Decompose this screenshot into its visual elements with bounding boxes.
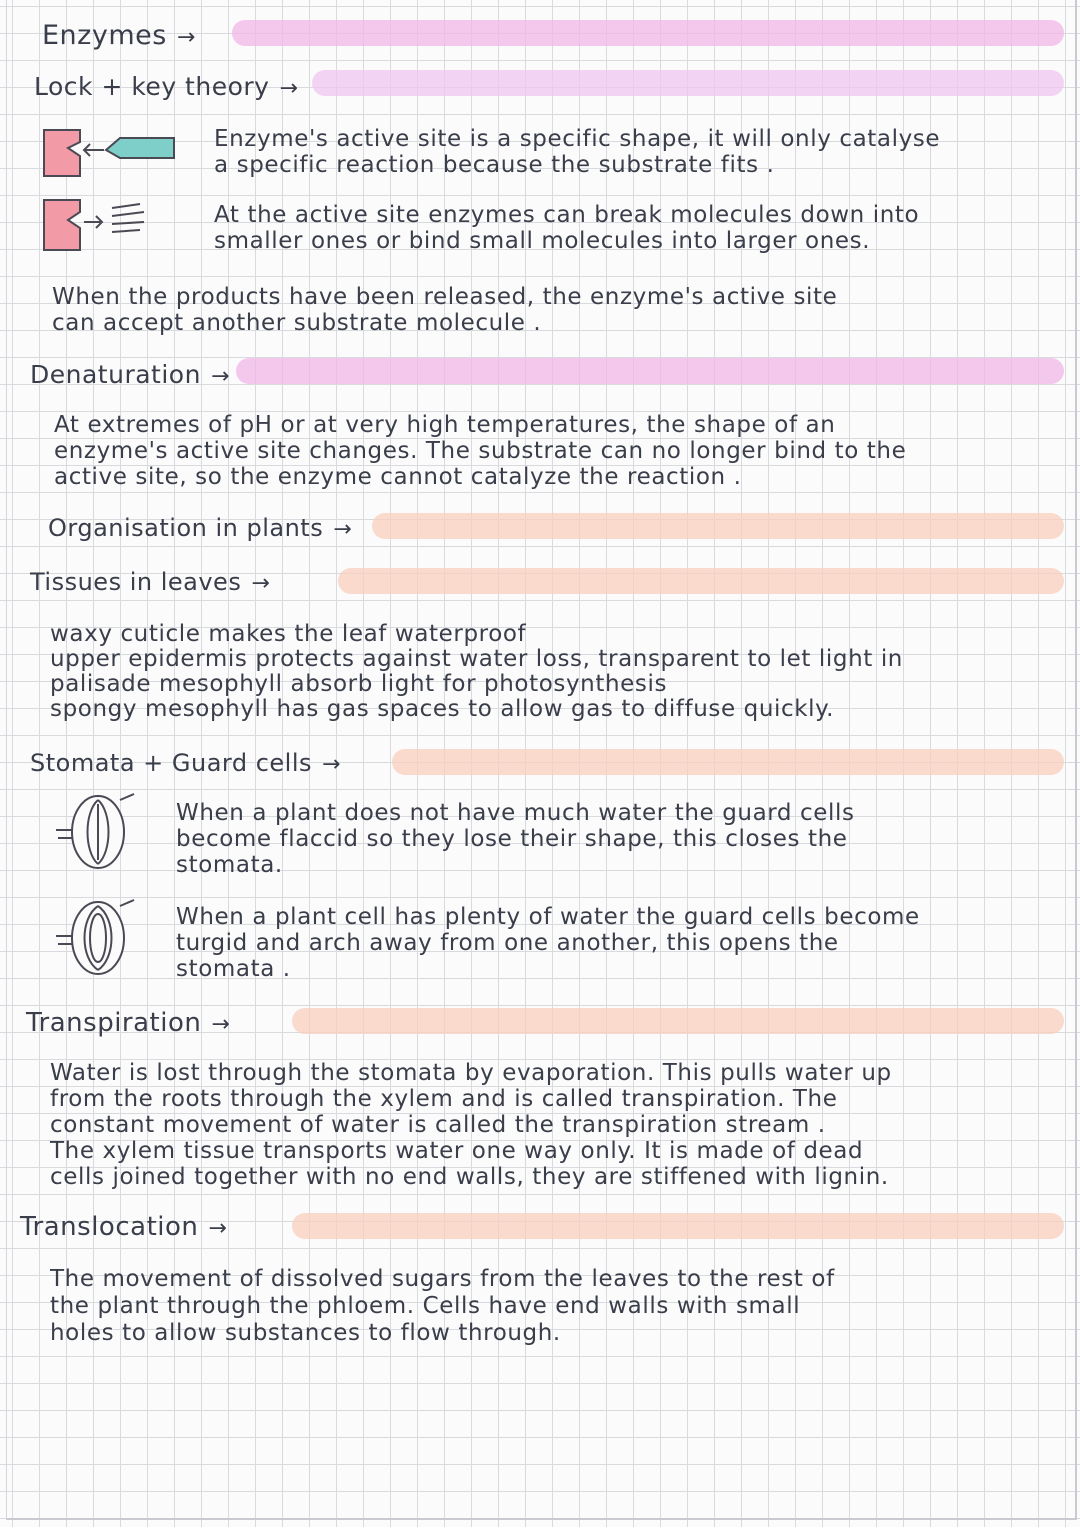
highlight-organisation bbox=[372, 513, 1064, 539]
highlight-enzymes bbox=[232, 20, 1064, 46]
highlight-lock-key bbox=[312, 70, 1064, 96]
stomata-paragraph-1 bbox=[176, 800, 855, 878]
highlight-stomata bbox=[392, 749, 1064, 775]
text-line: When a plant does not have much water the guard cells bbox=[176, 800, 855, 826]
text-line: become flaccid so they lose their shape, this closes the bbox=[176, 826, 848, 852]
heading-tissues: Tissues in leaves → bbox=[30, 568, 271, 596]
text-line: The xylem tissue transports water one way only. It is made of dead bbox=[50, 1138, 864, 1164]
text-line: When a plant cell has plenty of water the guard cells become bbox=[176, 904, 920, 930]
text-line: constant movement of water is called the transpiration stream . bbox=[50, 1112, 826, 1138]
heading-denaturation: Denaturation → bbox=[30, 360, 230, 389]
text-line: active site, so the enzyme cannot catalyze the reaction . bbox=[54, 464, 742, 490]
heading-stomata: Stomata + Guard cells → bbox=[30, 749, 341, 777]
text-line: smaller ones or bind small molecules into larger ones. bbox=[214, 228, 871, 254]
stomata-paragraph-2 bbox=[176, 904, 920, 982]
text-line: At the active site enzymes can break molecules down into bbox=[214, 202, 920, 228]
text-line: palisade mesophyll absorb light for photosynthesis bbox=[50, 671, 668, 697]
translocation-paragraph bbox=[50, 1266, 835, 1347]
text-line: from the roots through the xylem and is called transpiration. The bbox=[50, 1086, 838, 1112]
text-line: the plant through the phloem. Cells have end walls with small bbox=[50, 1293, 801, 1319]
text-line: waxy cuticle makes the leaf waterproof bbox=[50, 621, 527, 647]
highlight-denaturation bbox=[236, 358, 1064, 384]
enzyme-substrate-icon bbox=[40, 124, 180, 182]
text-line: upper epidermis protects against water loss, transparent to let light in bbox=[50, 646, 903, 672]
text-line: stomata . bbox=[176, 956, 291, 982]
text-line: can accept another substrate molecule . bbox=[52, 310, 542, 336]
text-line: turgid and arch away from one another, this opens the bbox=[176, 930, 839, 956]
denaturation-paragraph bbox=[54, 412, 906, 490]
text-line: Water is lost through the stomata by evaporation. This pulls water up bbox=[50, 1060, 892, 1086]
text-line: At extremes of pH or at very high temperatures, the shape of an bbox=[54, 412, 836, 438]
enzyme-products-icon bbox=[40, 194, 180, 256]
tissues-paragraph bbox=[50, 622, 903, 722]
text-line: stomata. bbox=[176, 852, 283, 878]
heading-lock-key: Lock + key theory → bbox=[34, 72, 299, 101]
open-stomata-icon bbox=[50, 896, 140, 980]
highlight-translocation bbox=[292, 1213, 1064, 1239]
heading-organisation: Organisation in plants → bbox=[48, 514, 353, 542]
transpiration-paragraph bbox=[50, 1060, 892, 1190]
heading-transpiration: Transpiration → bbox=[26, 1008, 231, 1038]
highlight-tissues bbox=[338, 568, 1064, 594]
text-line: enzyme's active site changes. The substrate can no longer bind to the bbox=[54, 438, 907, 464]
text-line: The movement of dissolved sugars from the leaves to the rest of bbox=[50, 1266, 835, 1292]
text-line: Enzyme's active site is a specific shape, it will only catalyse bbox=[214, 126, 941, 152]
text-line: spongy mesophyll has gas spaces to allow gas to diffuse quickly. bbox=[50, 696, 834, 722]
text-line: When the products have been released, the enzyme's active site bbox=[52, 284, 838, 310]
text-line: holes to allow substances to flow through. bbox=[50, 1320, 561, 1346]
text-line: cells joined together with no end walls, they are stiffened with lignin. bbox=[50, 1164, 889, 1190]
lock-key-paragraph-2 bbox=[214, 202, 919, 254]
heading-translocation: Translocation → bbox=[20, 1212, 228, 1242]
lock-key-paragraph-3 bbox=[52, 284, 837, 336]
closed-stomata-icon bbox=[50, 790, 140, 874]
highlight-transpiration bbox=[292, 1008, 1064, 1034]
text-line: a specific reaction because the substrate fits . bbox=[214, 152, 775, 178]
lock-key-paragraph-1 bbox=[214, 126, 940, 178]
heading-enzymes: Enzymes → bbox=[42, 20, 196, 51]
